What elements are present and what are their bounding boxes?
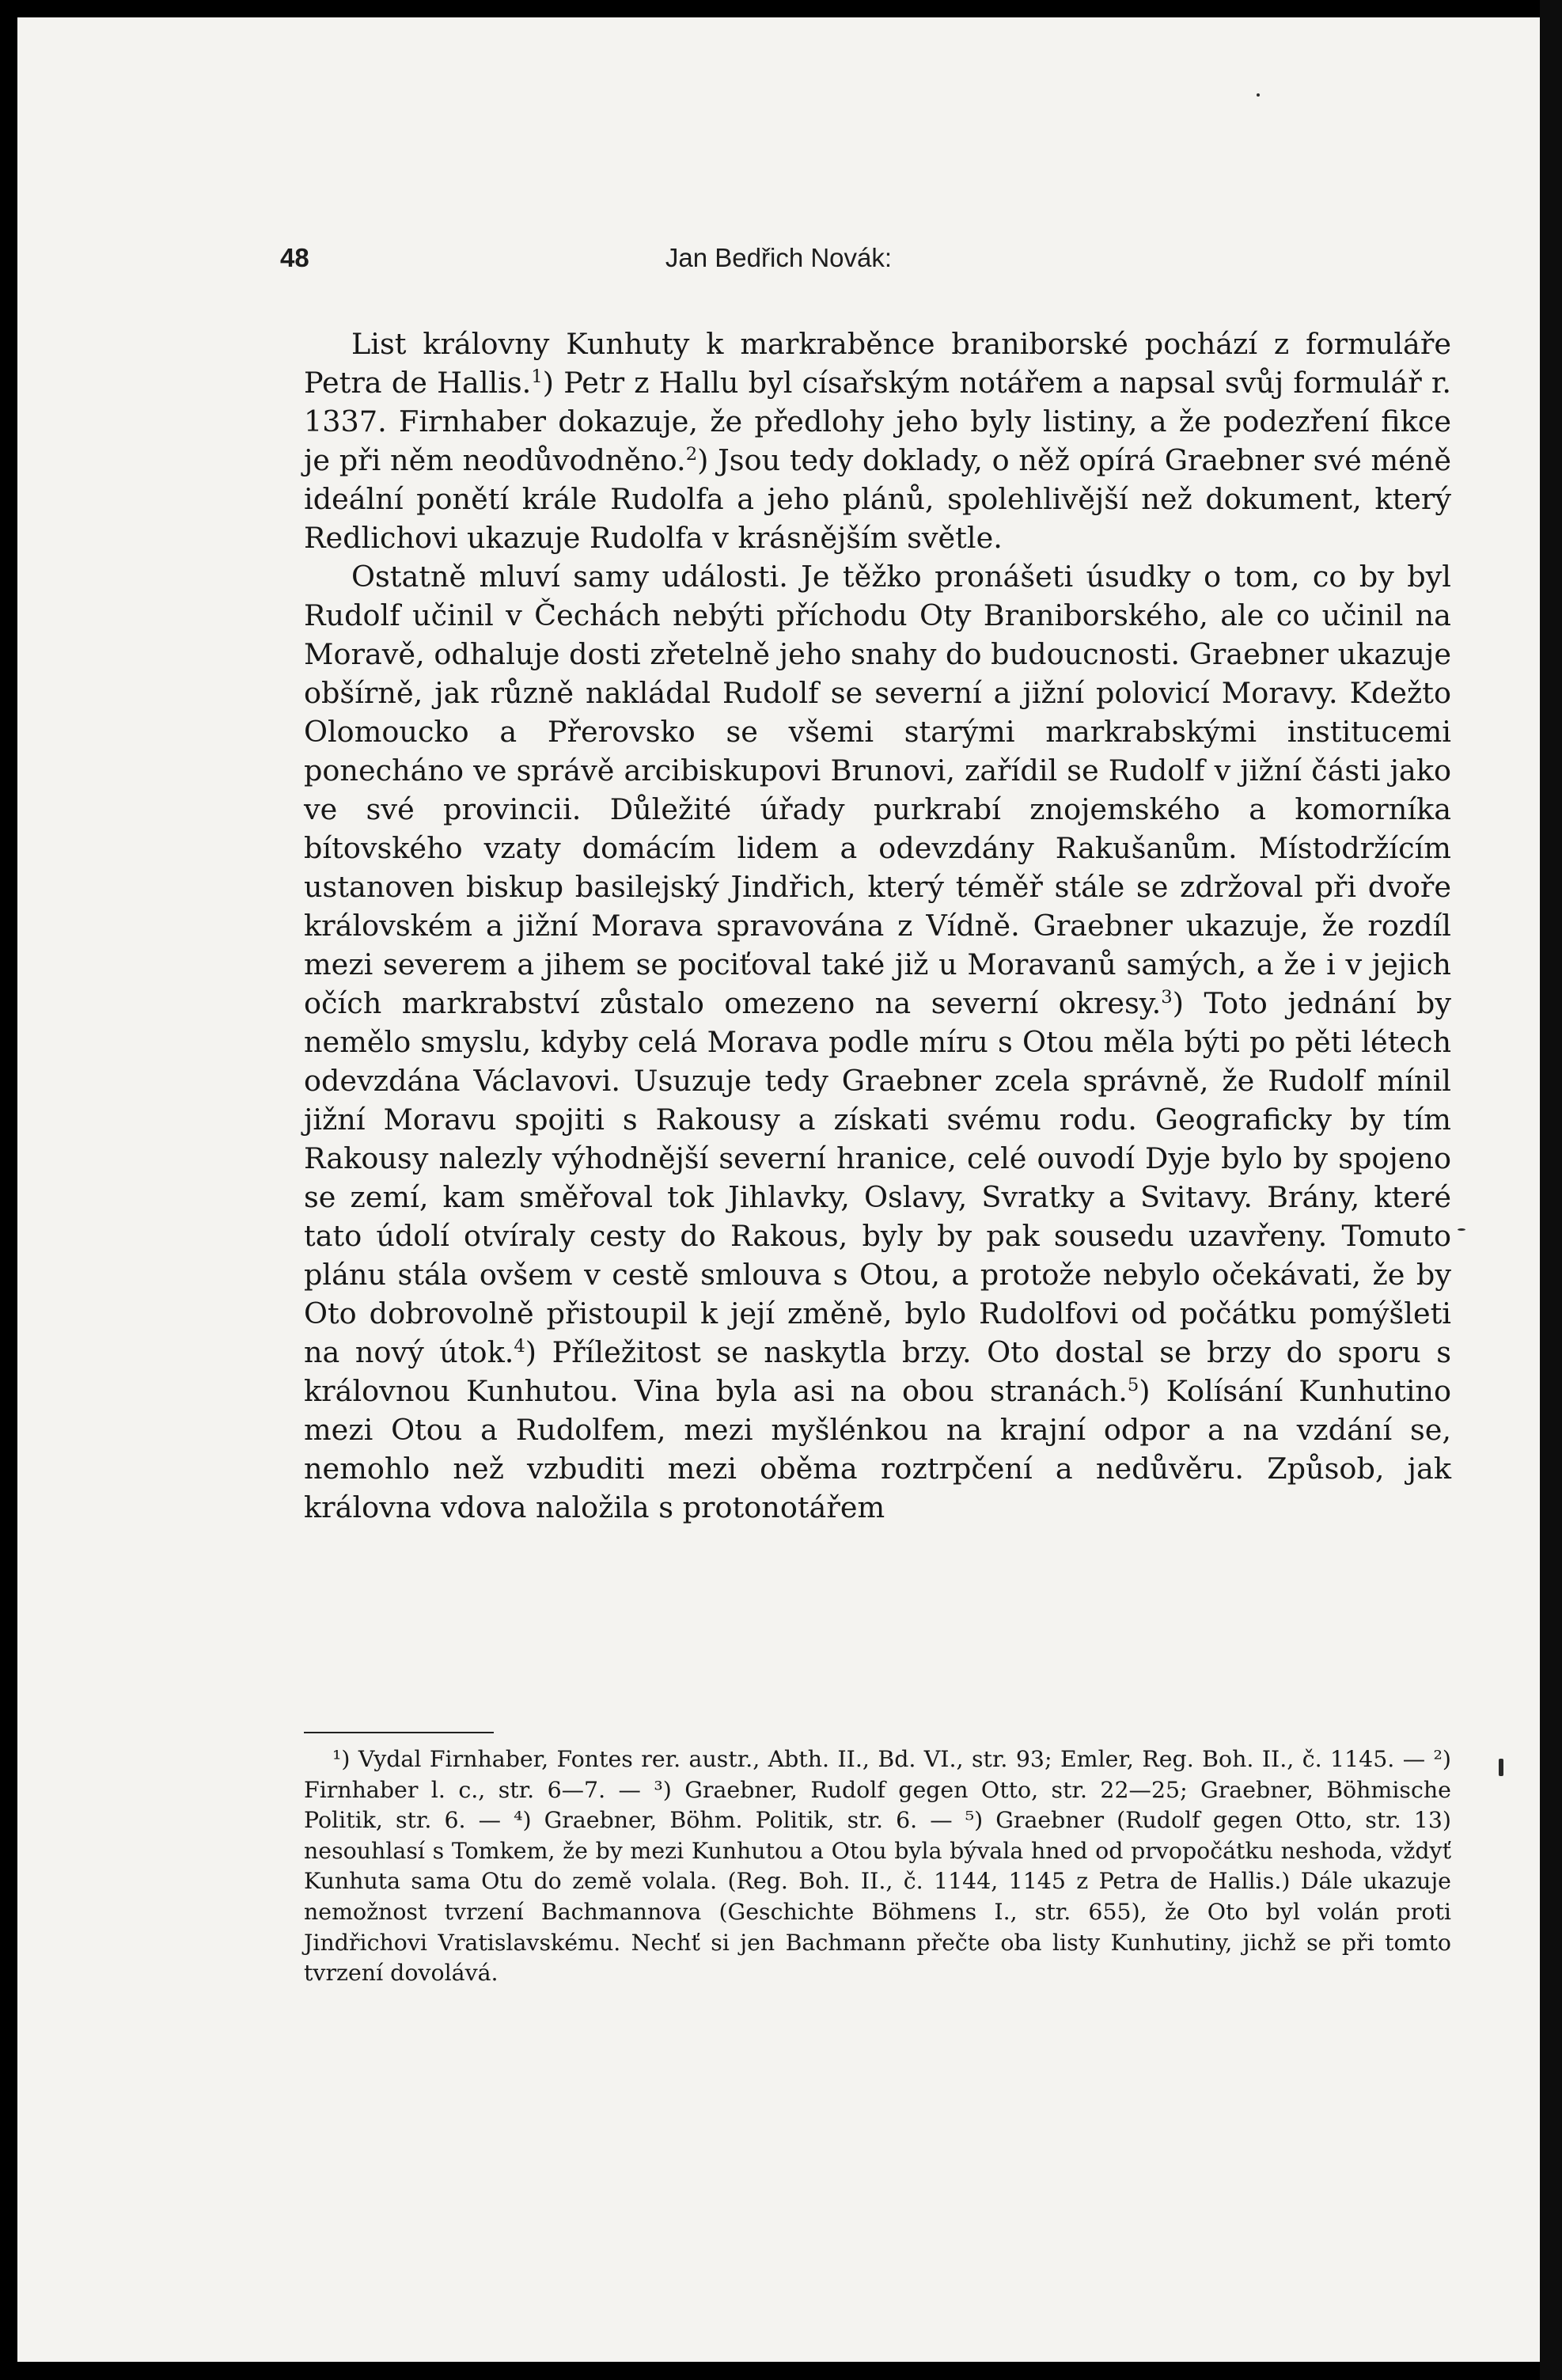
paragraph-1 (304, 325, 1451, 557)
paragraph-1-text-b: ) Petr z Hallu byl císařským notářem a napsal svůj formulář r. 1337. Firnhaber dokazuje, že předlohy jeho byly listiny, a že podezření fikce je při něm neodůvodněno. (304, 366, 1451, 477)
paragraph-2-text-a: Ostatně mluví samy události. Je těžko pronášeti úsudky o tom, co by byl Rudolf učinil v Čechách nebýti příchodu Oty Braniborského, ale co učinil na Moravě, odhaluje dosti zřetelně jeho snahy do budoucnosti. Graebner ukazuje obšírně, jak různě nakládal Rudolf se severní a jižní polovicí Moravy. Kdežto Olomoucko a Přerovsko se všemi starými markrabskými institucemi ponecháno ve správě arcibiskupovi Brunovi, zařídil se Rudolf v jižní části jako ve své provincii. Důležité úřady purkrabí znojemského a komorníka bítovského vzaty domácím lidem a odevzdány Rakušanům. Místodržícím ustanoven biskup basilejský Jindřich, který téměř stále se zdržoval při dvoře královském a jižní Morava spravována z Vídně. Graebner ukazuje, že rozdíl mezi severem a jihem se pociťoval také již u Moravanů samých, a že i v jejich očích markrabství zůstalo omezeno na severní okresy. (304, 560, 1451, 1020)
footnote-block: ¹) Vydal Firnhaber, Fontes rer. austr., Abth. II., Bd. VI., str. 93; Emler, Reg. Boh. II., č. 1145. — ²) Firnhaber l. c., str. 6—7. — ³) Graebner, Rudolf gegen Otto, str. 22—25; Graebner, Böhmische Politik, str. 6. — ⁴) Graebner, Böhm. Politik, str. 6. — ⁵) Graebner (Rudolf gegen Otto, str. 13) nesouhlasí s Tomkem, že by mezi Kunhutou a Otou byla bývala hned od prvopočátku neshoda, vždyť Kunhuta sama Otu do země volala. (Reg. Boh. II., č. 1144, 1145 z Petra de Hallis.) Dále ukazuje nemožnost tvrzení Bachmannova (Geschichte Böhmens I., str. 655), že Oto byl volán proti Jindřichovi Vratislavskému. Nechť si jen Bachmann přečte oba listy Kunhutiny, jichž se při tomto tvrzení dovolává. (304, 1746, 1451, 1987)
paragraph-2-text-c: ) Příležitost se naskytla brzy. Oto dostal se brzy do sporu s královnou Kunhutou. Vina byla asi na obou stranách. (304, 1335, 1451, 1408)
running-title: Jan Bedřich Novák: (665, 243, 893, 272)
paragraph-2-text-b: ) Toto jednání by nemělo smyslu, kdyby celá Morava podle míru s Otou měla býti po pěti létech odevzdána Václavovi. Usuzuje tedy Graebner zcela správně, že Rudolf mínil jižní Moravu spojiti s Rakousy a získati svému rodu. Geograficky by tím Rakousy nalezly výhodnější severní hranice, celé ouvodí Dyje bylo by spojeno se zemí, kam směřoval tok Jihlavky, Oslavy, Svratky a Svitavy. Brány, které tato údolí otvíraly cesty do Rakous, byly by pak sousedu uzavřeny. Tomuto plánu stála ovšem v cestě smlouva s Otou, a protože nebylo očekávati, že by Oto dobrovolně přistoupil k její změně, bylo Rudolfovi od počátku pomýšleti na nový útok. (304, 986, 1451, 1369)
scan-speck (1257, 93, 1260, 97)
scan-speck (1499, 1759, 1503, 1776)
page-number: 48 (280, 243, 309, 272)
page-header (17, 243, 1540, 278)
paragraph-2 (304, 557, 1451, 1527)
scan-speck (1458, 1228, 1465, 1231)
paragraph-2-text-d: ) Kolísání Kunhutino mezi Otou a Rudolfem, mezi myšlénkou na krajní odpor a na vzdání se, nemohlo než vzbuditi mezi oběma roztrpčení a nedůvěru. Způsob, jak královna vdova naložila s protonotářem (304, 1374, 1451, 1524)
footnote-divider (304, 1732, 494, 1733)
scan-edge (1540, 0, 1562, 2380)
footnote-ref-4: 4 (514, 1335, 525, 1357)
paragraph-1-text-a: List královny Kunhuty k markraběnce braniborské pochází z formuláře Petra de Hallis. (304, 327, 1451, 400)
paragraph-1-text-c: ) Jsou tedy doklady, o něž opírá Graebner své méně ideální ponětí krále Rudolfa a jeho plánů, spolehlivější než dokument, který Redlichovi ukazuje Rudolfa v krásnějším světle. (304, 443, 1451, 555)
footnote-ref-2: 2 (685, 443, 698, 465)
footnotes (304, 1744, 1451, 1989)
footnote-ref-5: 5 (1127, 1374, 1139, 1395)
footnote-ref-1: 1 (531, 366, 543, 387)
body-text (304, 325, 1451, 1527)
scanned-page (17, 17, 1540, 2362)
footnote-ref-3: 3 (1161, 986, 1173, 1008)
